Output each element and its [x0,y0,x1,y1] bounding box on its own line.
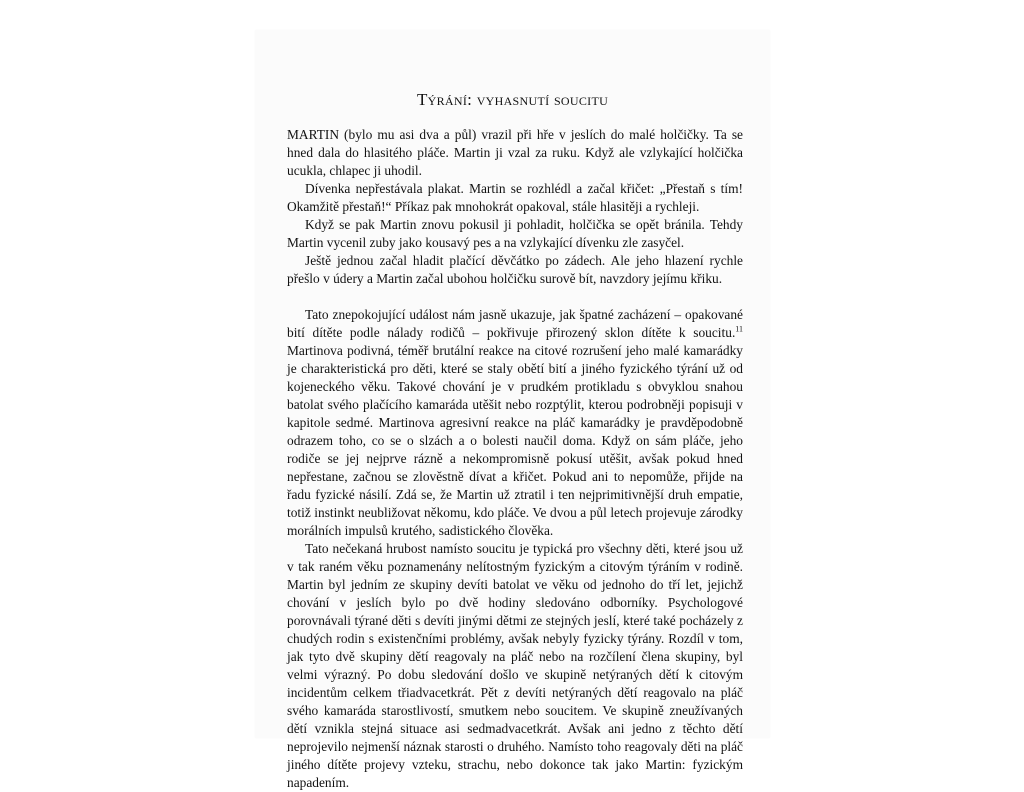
section-title: Týrání: vyhasnutí soucitu [416,90,609,109]
story-paragraph-4: Ještě jednou začal hladit plačící děvčátko po zádech. Ale jeho hlazení rychle přešlo v údery a Martin začal ubohou holčičku surově bít, navzdory jejímu křiku. [287,253,743,286]
book-page [255,30,770,790]
page-body [287,126,743,792]
footnote-reference: 11 [735,324,743,334]
analysis-paragraph-1 [287,306,743,540]
analysis-paragraph-1-start: Tato znepokojující událost nám jasně ukazuje, jak špatné zacházení – opakované bití dítěte podle nálady rodičů – pokřivuje přirozený sklon dítěte k soucitu. [287,307,743,340]
story-paragraph-2: Dívenka nepřestávala plakat. Martin se rozhlédl a začal křičet: „Přestaň s tím! Okamžitě přestaň!“ Příkaz pak mnohokrát opakoval, stále hlasitěji a rychleji. [287,181,743,214]
story-paragraph-1: MARTIN (bylo mu asi dva a půl) vrazil při hře v jeslích do malé holčičky. Ta se hned dala do hlasitého pláče. Martin ji vzal za ruku. Když ale vzlykající holčička ucukla, chlapec ji uhodil. [287,127,743,178]
analysis-paragraph-1-rest: Martinova podivná, téměř brutální reakce na citové rozrušení jeho malé kamarádky je charakteristická pro děti, které se staly obětí bití a jiného fyzického týrání už od kojeneckého věku. Takové chování je v prudkém protikladu s obvyklou snahou batolat svého plačícího kamaráda utěšit nebo rozptýlit, kterou podrobněji popisuji v kapitole sedmé. Martinova agresivní reakce na pláč kamarádky je pravděpodobně odrazem toho, co se o slzách a o bolesti naučil doma. Když on sám pláče, jeho rodiče se jej nejprve rázně a nekompromisně pokusí utěšit, avšak pokud hned nepřestane, začnou se zlověstně dívat a křičet. Pokud ani to nepomůže, přijde na řadu fyzické násilí. Zdá se, že Martin už ztratil i ten nejprimitivnější druh empatie, totiž instinkt neubližovat někomu, kdo pláče. Ve dvou a půl letech projevuje zárodky morálních impulsů krutého, sadistického člověka. [287,343,743,538]
story-paragraph-3: Když se pak Martin znovu pokusil ji pohladit, holčička se opět bránila. Tehdy Martin vycenil zuby jako kousavý pes a na vzlykající dívenku zle zasyčel. [287,217,743,250]
analysis-paragraph-2: Tato nečekaná hrubost namísto soucitu je typická pro všechny děti, které jsou už v tak raném věku poznamenány nelítostným fyzickým a citovým týráním v rodině. Martin byl jedním ze skupiny devíti batolat ve věku od jednoho do tří let, jejichž chování v jeslích bylo po dvě hodiny sledováno odborníky. Psychologové porovnávali týrané děti s devíti jinými dětmi ze stejných jeslí, které také pocházely z chudých rodin s existenčními problémy, avšak nebyly fyzicky týrány. Rozdíl v tom, jak tyto dvě skupiny dětí reagovaly na pláč nebo na rozčílení člena skupiny, byl velmi výrazný. Po dobu sledování došlo ve skupině netýraných dětí k citovým incidentům celkem třiadvacetkrát. Pět z devíti netýraných dětí reagovalo na pláč svého kamaráda starostlivostí, smutkem nebo soucitem. Ve skupině zneužívaných dětí vznikla stejná situace asi sedmadvacetkrát. Avšak ani jedno z těchto dětí neprojevilo nejmenší náznak starosti o druhého. Namísto toho reagovaly děti na pláč jiného dítěte projevy vzteku, strachu, nebo dokonce tak jako Martin: fyzickým napadením. [287,541,743,790]
paragraph-gap [287,288,743,306]
